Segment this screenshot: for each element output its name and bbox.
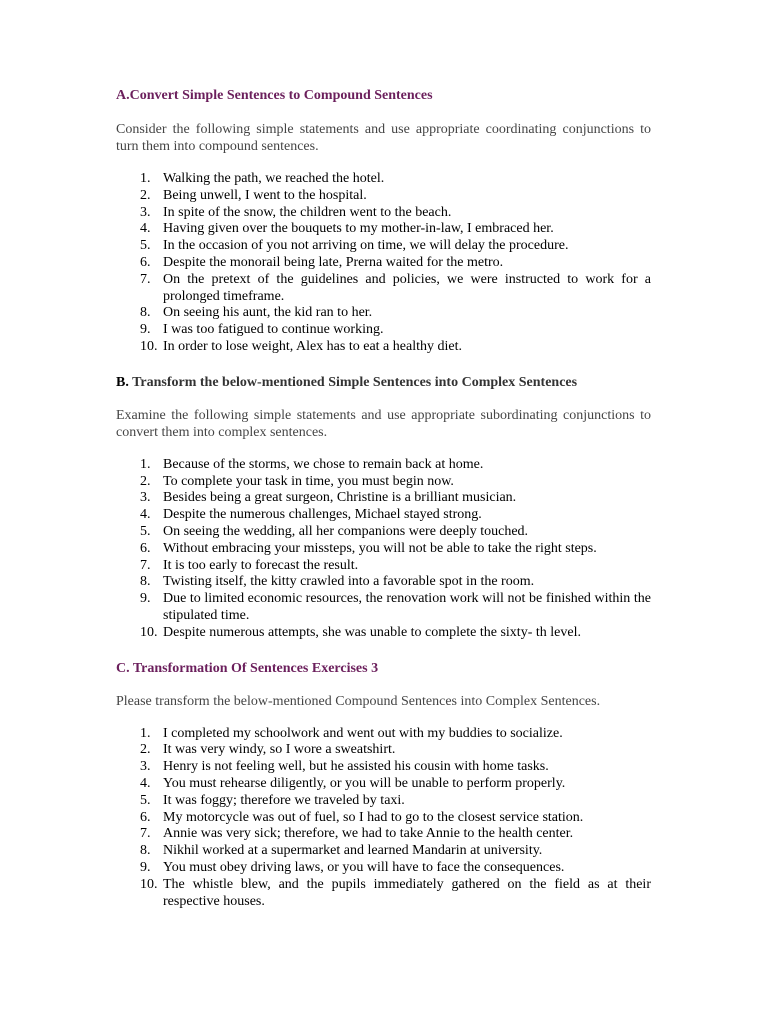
- list-item: [116, 860, 651, 877]
- section-b-intro: Examine the following simple statements and use appropriate subordinating conjunctions to convert them into complex sentences.: [116, 407, 651, 440]
- section-c-list: [116, 726, 651, 911]
- list-item-number-text: 9.: [140, 591, 151, 607]
- list-item-text: It was very windy, so I wore a sweatshirt.: [163, 742, 396, 758]
- list-item-number-text: 7.: [140, 826, 151, 842]
- list-item: [116, 591, 651, 625]
- list-item-text: Despite numerous attempts, she was unable to complete the sixty- th level.: [163, 624, 581, 640]
- list-item-number: [116, 205, 163, 222]
- list-item-text: It is too early to forecast the result.: [163, 557, 359, 573]
- list-item-text: In spite of the snow, the children went to the beach.: [163, 204, 452, 220]
- list-item-number-text: 7.: [140, 271, 151, 287]
- list-item-text: To complete your task in time, you must begin now.: [163, 473, 454, 489]
- list-item-number: [116, 305, 163, 322]
- list-item-number: [116, 474, 163, 491]
- list-item-text: Twisting itself, the kitty crawled into a favorable spot in the room.: [163, 574, 535, 590]
- section-b-heading-text: Transform the below-mentioned Simple Sentences into Complex Sentences: [128, 374, 578, 390]
- list-item-number: [116, 776, 163, 793]
- list-item: [116, 205, 651, 222]
- list-item: [116, 255, 651, 272]
- list-item-text: On seeing his aunt, the kid ran to her.: [163, 305, 373, 321]
- list-item-number: [116, 457, 163, 474]
- list-item-number: [116, 793, 163, 810]
- list-item-number: [116, 255, 163, 272]
- list-item-text: Despite the monorail being late, Prerna waited for the metro.: [163, 254, 504, 270]
- section-b-list: [116, 457, 651, 642]
- list-item: [116, 742, 651, 759]
- list-item: [116, 238, 651, 255]
- list-item: [116, 843, 651, 860]
- list-item-number-text: 6.: [140, 254, 151, 270]
- list-item-number: [116, 339, 163, 356]
- list-item-number-text: 4.: [140, 221, 151, 237]
- list-item-number-text: 10.: [140, 338, 158, 354]
- list-item: [116, 339, 651, 356]
- list-item: [116, 188, 651, 205]
- list-item-number: [116, 826, 163, 843]
- list-item-text: Besides being a great surgeon, Christine is a brilliant musician.: [163, 490, 517, 506]
- list-item-number: [116, 171, 163, 188]
- list-item-number-text: 8.: [140, 843, 151, 859]
- list-item-text: On the pretext of the guidelines and policies, we were instructed to work for a prolonged timeframe.: [163, 271, 651, 304]
- list-item-number-text: 2.: [140, 473, 151, 489]
- list-item-text: Because of the storms, we chose to remain back at home.: [163, 456, 484, 472]
- list-item-text: Henry is not feeling well, but he assisted his cousin with home tasks.: [163, 759, 549, 775]
- list-item-number: [116, 759, 163, 776]
- list-item-number-text: 1.: [140, 725, 151, 741]
- list-item-number: [116, 810, 163, 827]
- list-item-number: [116, 591, 163, 625]
- list-item-number: [116, 188, 163, 205]
- list-item: [116, 726, 651, 743]
- list-item-number-text: 5.: [140, 523, 151, 539]
- list-item: [116, 558, 651, 575]
- list-item-text: Due to limited economic resources, the renovation work will not be finished within the stipulated time.: [163, 591, 651, 623]
- list-item: [116, 507, 651, 524]
- list-item-number-text: 6.: [140, 540, 151, 556]
- list-item-number-text: 8.: [140, 574, 151, 590]
- list-item-number: [116, 574, 163, 591]
- list-item-number: [116, 490, 163, 507]
- list-item-number-text: 9.: [140, 322, 151, 338]
- list-item-number-text: 1.: [140, 171, 151, 186]
- list-item-number-text: 7.: [140, 557, 151, 573]
- list-item-text: The whistle blew, and the pupils immediately gathered on the field as at their respective houses.: [163, 876, 651, 909]
- list-item-text: Despite the numerous challenges, Michael stayed strong.: [163, 507, 482, 523]
- list-item: [116, 490, 651, 507]
- list-item-number-text: 4.: [140, 775, 151, 791]
- list-item-number-text: 5.: [140, 792, 151, 808]
- list-item: [116, 305, 651, 322]
- list-item: [116, 759, 651, 776]
- list-item-text: Nikhil worked at a supermarket and learned Mandarin at university.: [163, 843, 543, 859]
- list-item-text: In the occasion of you not arriving on time, we will delay the procedure.: [163, 238, 569, 254]
- list-item-text: You must obey driving laws, or you will have to face the consequences.: [163, 859, 565, 875]
- list-item-number: [116, 272, 163, 306]
- list-item: [116, 826, 651, 843]
- list-item-number: [116, 221, 163, 238]
- list-item-number-text: 6.: [140, 809, 151, 825]
- list-item-text: You must rehearse diligently, or you will be unable to perform properly.: [163, 775, 566, 791]
- list-item-number: [116, 507, 163, 524]
- list-item-number: [116, 625, 163, 642]
- list-item-number-text: 3.: [140, 204, 151, 220]
- list-item-number: [116, 238, 163, 255]
- list-item-text: Being unwell, I went to the hospital.: [163, 187, 367, 203]
- list-item-number: [116, 524, 163, 541]
- list-item-number: [116, 726, 163, 743]
- section-b-heading: [116, 373, 651, 393]
- list-item-number-text: 3.: [140, 490, 151, 506]
- section-a-heading: A.Convert Simple Sentences to Compound Sentences: [116, 88, 433, 103]
- list-item-number: [116, 860, 163, 877]
- section-c-heading: C. Transformation Of Sentences Exercises 3: [116, 660, 379, 676]
- list-item-number-text: 2.: [140, 187, 151, 203]
- list-item-text: Without embracing your missteps, you will not be able to take the right steps.: [163, 540, 597, 556]
- list-item: [116, 221, 651, 238]
- list-item-number-text: 5.: [140, 238, 151, 254]
- list-item: [116, 322, 651, 339]
- section-a-intro: Consider the following simple statements and use appropriate coordinating conjunctions to turn them into compound sentences.: [116, 122, 651, 154]
- list-item: [116, 474, 651, 491]
- list-item-text: It was foggy; therefore we traveled by taxi.: [163, 792, 405, 808]
- list-item-text: My motorcycle was out of fuel, so I had to go to the closest service station.: [163, 809, 584, 825]
- list-item-number-text: 8.: [140, 305, 151, 321]
- list-item-text: I was too fatigued to continue working.: [163, 322, 384, 338]
- list-item-text: In order to lose weight, Alex has to eat a healthy diet.: [163, 338, 462, 354]
- list-item-number-text: 1.: [140, 456, 151, 472]
- list-item-number-text: 3.: [140, 759, 151, 775]
- list-item-number-text: 10.: [140, 876, 158, 892]
- list-item-text: Having given over the bouquets to my mother-in-law, I embraced her.: [163, 221, 554, 237]
- list-item: [116, 524, 651, 541]
- list-item: [116, 574, 651, 591]
- list-item-number: [116, 742, 163, 759]
- list-item: [116, 810, 651, 827]
- list-item-text: I completed my schoolwork and went out with my buddies to socialize.: [163, 725, 563, 741]
- list-item: [116, 793, 651, 810]
- list-item-text: Annie was very sick; therefore, we had to take Annie to the health center.: [163, 826, 574, 842]
- list-item-number: [116, 541, 163, 558]
- list-item-number: [116, 558, 163, 575]
- list-item: [116, 541, 651, 558]
- list-item: [116, 272, 651, 306]
- list-item: [116, 625, 651, 642]
- list-item: [116, 877, 651, 911]
- list-item-number: [116, 877, 163, 911]
- list-item-number-text: 10.: [140, 624, 158, 640]
- list-item-text: Walking the path, we reached the hotel.: [163, 171, 385, 186]
- list-item-text: On seeing the wedding, all her companions were deeply touched.: [163, 523, 529, 539]
- list-item-number-text: 4.: [140, 507, 151, 523]
- list-item-number: [116, 322, 163, 339]
- document-page: [116, 86, 651, 910]
- section-c-intro: Please transform the below-mentioned Compound Sentences into Complex Sentences.: [116, 693, 601, 709]
- section-b-heading-prefix: B.: [116, 374, 129, 390]
- list-item-number-text: 9.: [140, 859, 151, 875]
- list-item-number: [116, 843, 163, 860]
- section-a-list: [116, 171, 651, 356]
- list-item: [116, 776, 651, 793]
- list-item: [116, 457, 651, 474]
- list-item: [116, 171, 651, 188]
- list-item-number-text: 2.: [140, 742, 151, 758]
